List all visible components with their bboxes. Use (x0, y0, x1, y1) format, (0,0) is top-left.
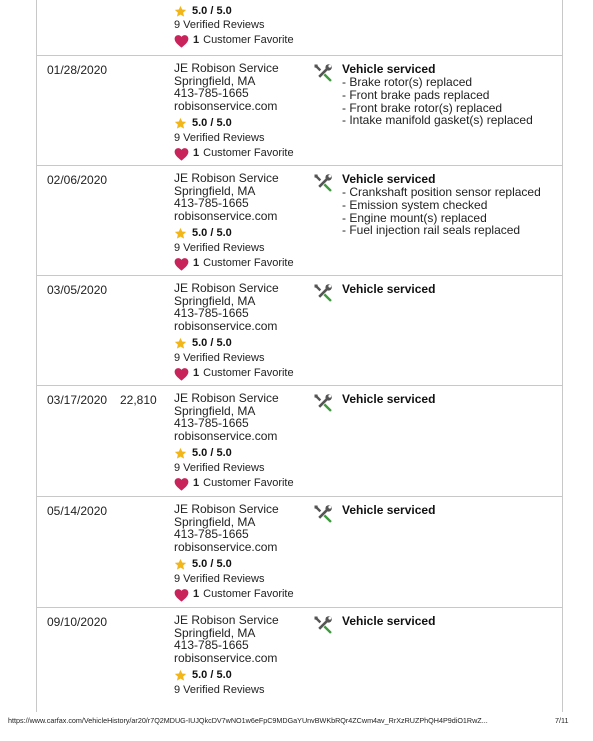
star-icon (174, 117, 187, 130)
favorite-label: Customer Favorite (203, 477, 294, 490)
source-phone: 413-785-1665 (174, 196, 249, 211)
customer-favorite (174, 367, 294, 381)
favorite-count: 1 (193, 367, 200, 380)
star-icon (174, 669, 187, 682)
heart-icon (174, 588, 189, 602)
source-name: JE Robison Service (174, 61, 279, 75)
rating (174, 447, 294, 461)
table-row (37, 385, 562, 497)
service-source (174, 62, 294, 161)
tools-icon (313, 63, 333, 83)
customer-favorite (174, 34, 294, 48)
verified-reviews-link[interactable]: 9 Verified Reviews (174, 131, 265, 144)
heart-icon (174, 257, 189, 271)
customer-favorite (174, 588, 294, 602)
service-history-table (36, 0, 563, 712)
verified-reviews-link[interactable]: 9 Verified Reviews (174, 572, 265, 585)
table-row (37, 165, 562, 276)
source-website[interactable]: robisonservice.com (174, 651, 278, 666)
service-date: 03/05/2020 (47, 283, 108, 297)
rating-value: 5.0 / 5.0 (192, 447, 232, 460)
heart-icon (174, 34, 189, 48)
rating (174, 337, 294, 351)
favorite-label: Customer Favorite (203, 34, 294, 47)
tools-icon (313, 615, 333, 635)
heart-icon (174, 367, 189, 381)
source-location: Springfield, MA (174, 183, 256, 198)
rating (174, 4, 294, 18)
service-source (174, 4, 294, 48)
page-number: 7/11 (555, 716, 569, 725)
source-location: Springfield, MA (174, 625, 256, 640)
service-date: 01/28/2020 (47, 63, 108, 77)
source-name: JE Robison Service (174, 613, 279, 627)
table-row (37, 55, 562, 166)
source-location: Springfield, MA (174, 293, 256, 308)
source-phone: 413-785-1665 (174, 638, 249, 653)
rating-value: 5.0 / 5.0 (192, 669, 232, 682)
service-title: Vehicle serviced (342, 392, 436, 406)
service-title: Vehicle serviced (342, 172, 436, 186)
star-icon (174, 227, 187, 240)
service-source (174, 503, 294, 602)
favorite-count: 1 (193, 588, 200, 601)
service-date: 05/14/2020 (47, 504, 108, 518)
tools-icon (313, 504, 333, 524)
rating-value: 5.0 / 5.0 (192, 337, 232, 350)
heart-icon (174, 147, 189, 161)
verified-reviews-link[interactable]: 9 Verified Reviews (174, 351, 265, 364)
favorite-count: 1 (193, 147, 200, 160)
verified-reviews-link[interactable]: 9 Verified Reviews (174, 683, 265, 696)
rating-value: 5.0 / 5.0 (192, 227, 232, 240)
service-item: - Front brake rotor(s) replaced (342, 100, 503, 115)
favorite-label: Customer Favorite (203, 147, 294, 160)
favorite-label: Customer Favorite (203, 367, 294, 380)
service-item: - Front brake pads replaced (342, 87, 490, 102)
source-location: Springfield, MA (174, 514, 256, 529)
service-title: Vehicle serviced (342, 62, 436, 76)
service-source (174, 614, 279, 697)
rating-value: 5.0 / 5.0 (192, 117, 232, 130)
service-date: 03/17/2020 (47, 393, 108, 407)
source-website[interactable]: robisonservice.com (174, 319, 278, 334)
star-icon (174, 5, 187, 18)
table-row (37, 607, 562, 713)
customer-favorite (174, 147, 294, 161)
table-row (37, 0, 562, 55)
service-date: 09/10/2020 (47, 615, 108, 629)
service-title: Vehicle serviced (342, 614, 436, 628)
rating-value: 5.0 / 5.0 (192, 558, 232, 571)
verified-reviews-link[interactable]: 9 Verified Reviews (174, 461, 265, 474)
source-website[interactable]: robisonservice.com (174, 429, 278, 444)
service-item: - Fuel injection rail seals replaced (342, 223, 521, 238)
source-phone: 413-785-1665 (174, 306, 249, 321)
star-icon (174, 447, 187, 460)
service-source (174, 282, 294, 381)
favorite-count: 1 (193, 34, 200, 47)
source-website[interactable]: robisonservice.com (174, 540, 278, 555)
tools-icon (313, 393, 333, 413)
source-location: Springfield, MA (174, 73, 256, 88)
source-phone: 413-785-1665 (174, 86, 249, 101)
source-phone: 413-785-1665 (174, 527, 249, 542)
verified-reviews-link[interactable]: 9 Verified Reviews (174, 241, 265, 254)
source-name: JE Robison Service (174, 281, 279, 295)
rating (174, 669, 279, 683)
service-item: - Crankshaft position sensor replaced (342, 185, 541, 199)
service-date: 02/06/2020 (47, 173, 108, 187)
table-row (37, 275, 562, 386)
verified-reviews-link[interactable]: 9 Verified Reviews (174, 19, 265, 31)
source-location: Springfield, MA (174, 403, 256, 418)
rating (174, 227, 294, 241)
source-website[interactable]: robisonservice.com (174, 209, 278, 224)
source-name: JE Robison Service (174, 502, 279, 516)
service-title: Vehicle serviced (342, 282, 436, 296)
favorite-label: Customer Favorite (203, 257, 294, 270)
service-item: - Emission system checked (342, 197, 488, 212)
table-row (37, 496, 562, 608)
tools-icon (313, 283, 333, 303)
source-phone: 413-785-1665 (174, 416, 249, 431)
source-name: JE Robison Service (174, 171, 279, 185)
favorite-count: 1 (193, 257, 200, 270)
rating (174, 117, 294, 131)
service-item: - Intake manifold gasket(s) replaced (342, 113, 533, 128)
service-item: - Engine mount(s) replaced (342, 210, 487, 225)
source-name: JE Robison Service (174, 391, 279, 405)
tools-icon (313, 173, 333, 193)
star-icon (174, 337, 187, 350)
favorite-label: Customer Favorite (203, 588, 294, 601)
service-source (174, 172, 294, 271)
customer-favorite (174, 477, 294, 491)
print-footer (0, 716, 593, 730)
customer-favorite (174, 257, 294, 271)
service-title: Vehicle serviced (342, 503, 436, 517)
service-source (174, 392, 294, 491)
odometer-reading: 22,810 (120, 393, 157, 407)
heart-icon (174, 477, 189, 491)
page-url: https://www.carfax.com/VehicleHistory/ar20/r7Q2MDUG-IUJQkcDV7wNO1w6eFpC9MDGaYUnvBWKbRQr4ZCwm4av_RrXzRUZPhQH4P9diO1RwZ... (8, 716, 488, 725)
rating (174, 558, 294, 572)
favorite-count: 1 (193, 477, 200, 490)
rating-value: 5.0 / 5.0 (192, 4, 232, 17)
star-icon (174, 558, 187, 571)
source-website[interactable]: robisonservice.com (174, 99, 278, 114)
service-item: - Brake rotor(s) replaced (342, 75, 473, 89)
